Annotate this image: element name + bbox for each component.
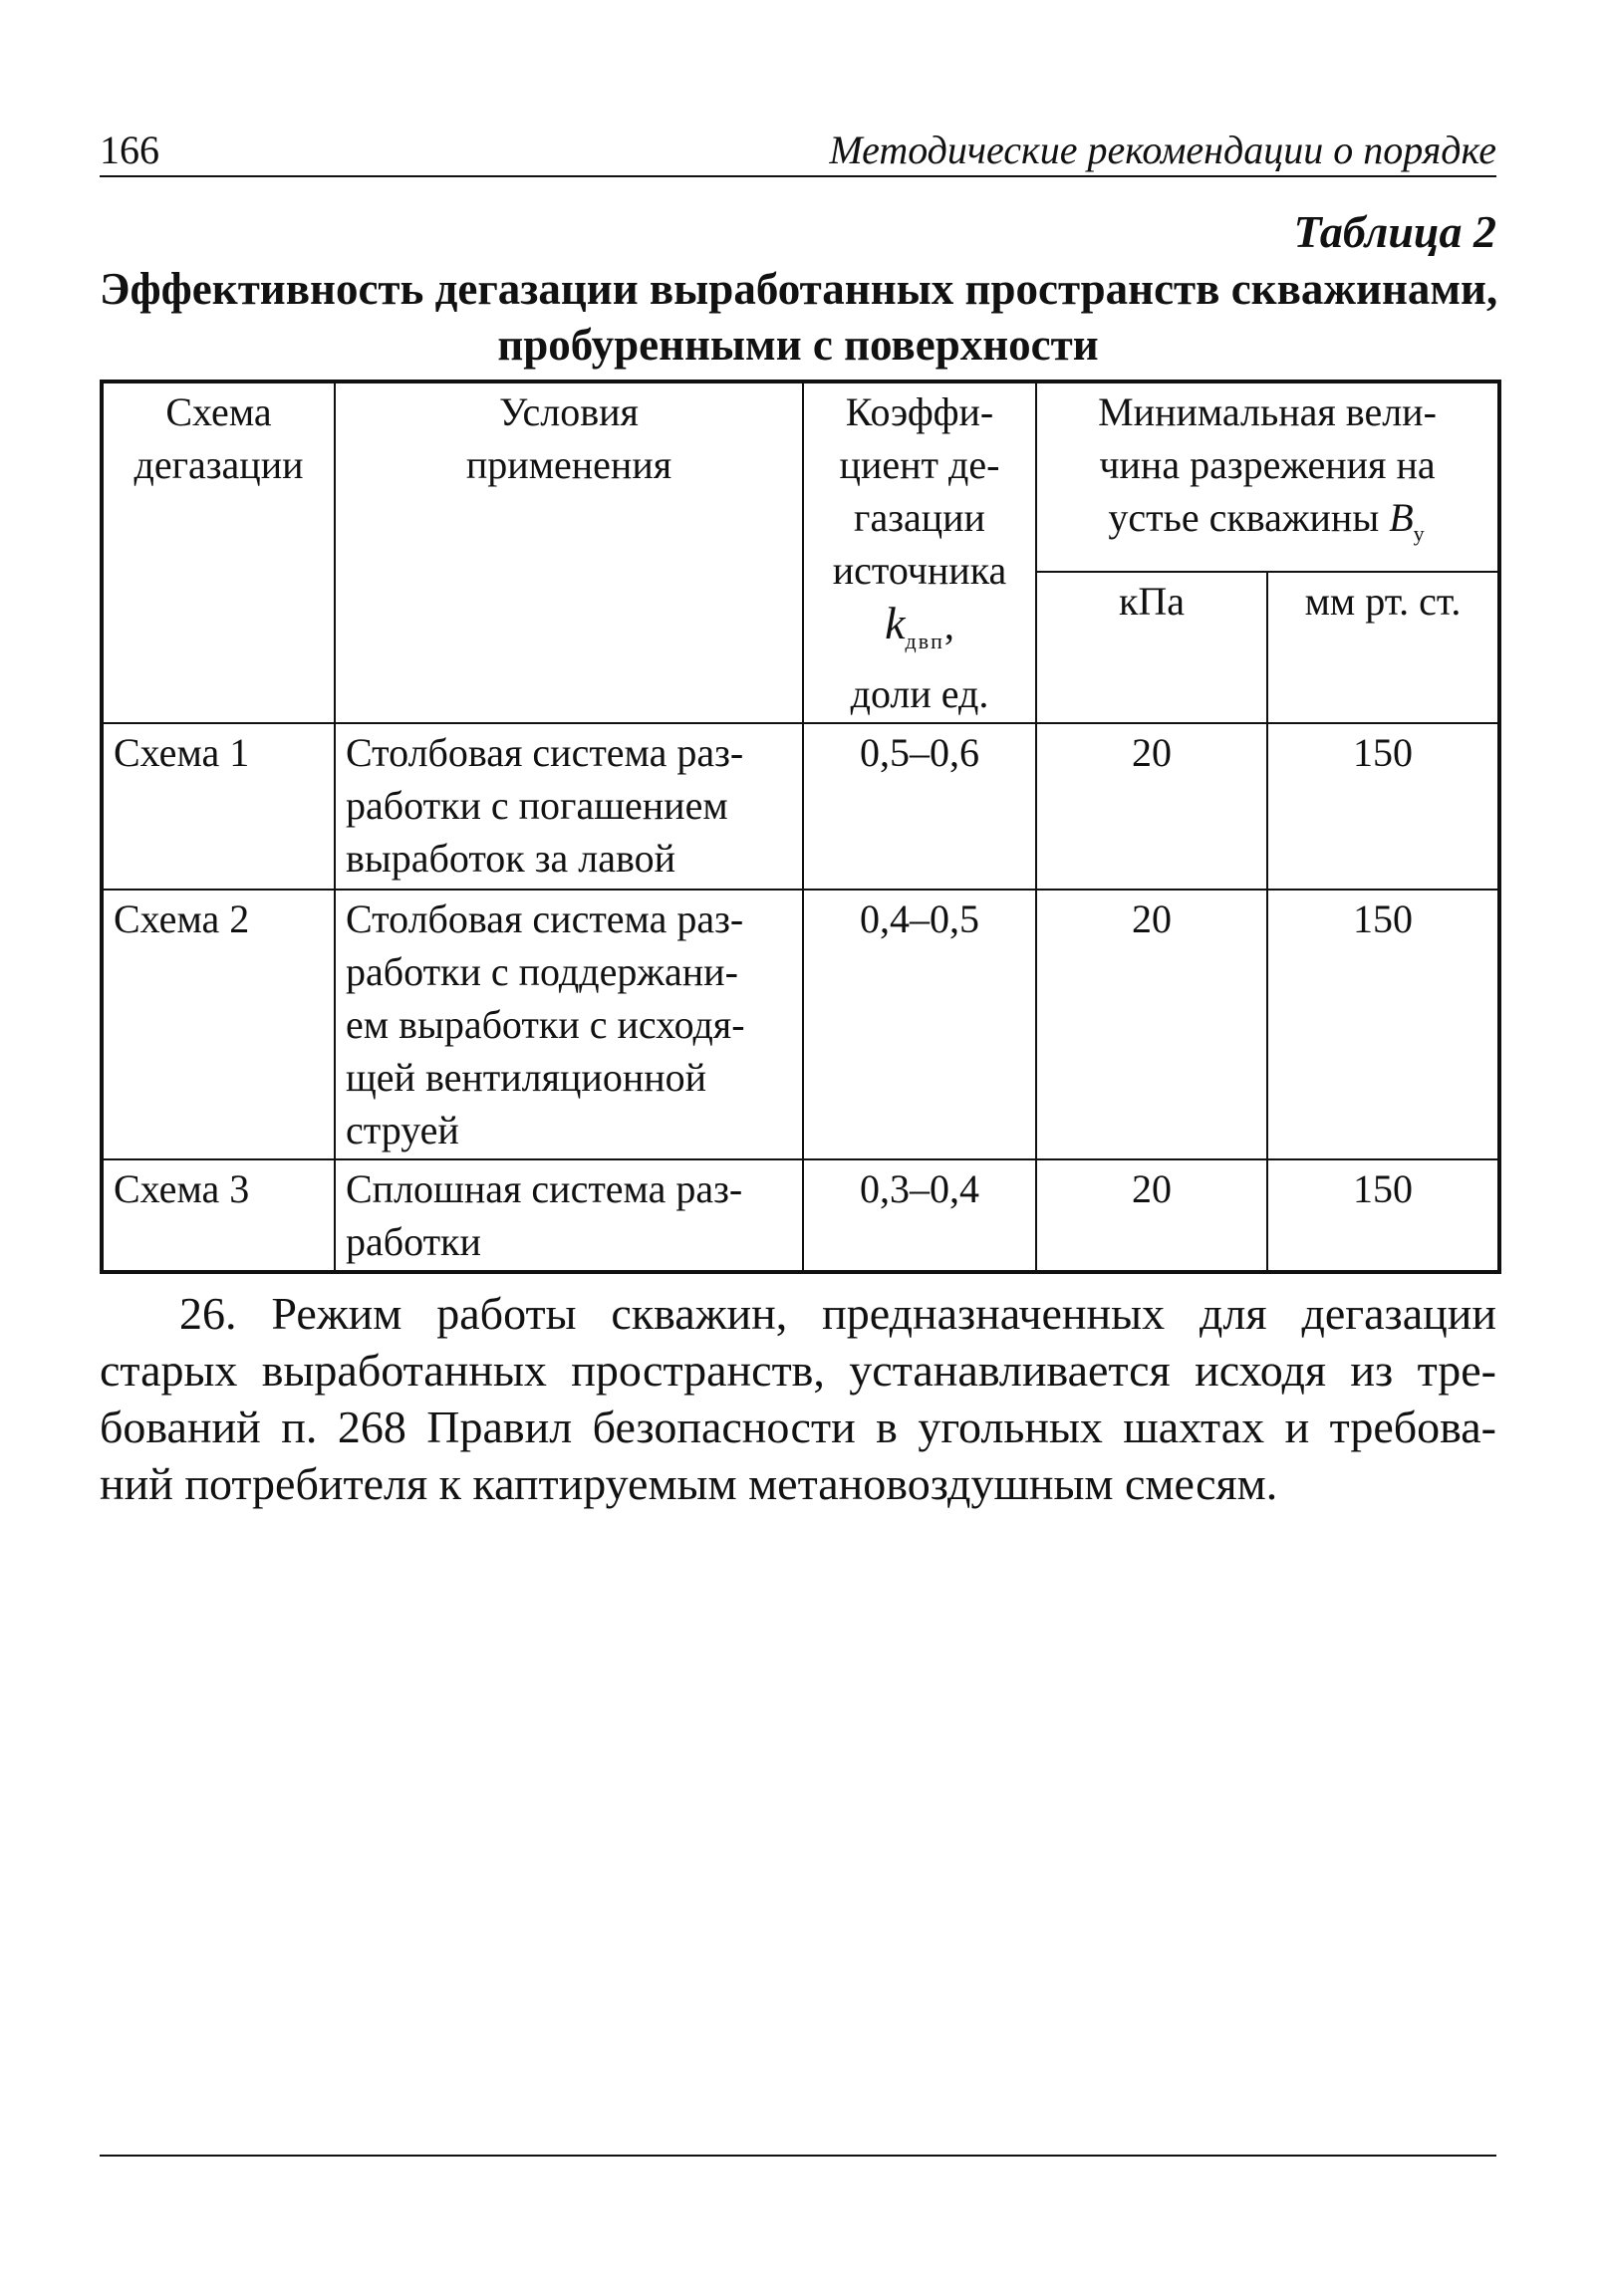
cell-line: Сплошная система раз- [346, 1166, 743, 1211]
body-paragraph [100, 1285, 1496, 1512]
coefficient-subscript: двп [905, 629, 944, 653]
cell-kpa: 20 [1036, 1159, 1267, 1272]
paragraph-line: бований п. 268 Правил безопасности в угольных шахтах и требова- [100, 1402, 1496, 1452]
header-coefficient [803, 382, 1036, 723]
table-title-line: пробуренными с поверхности [497, 320, 1099, 370]
degassing-efficiency-table [100, 380, 1501, 1274]
header-text: Условия [499, 389, 639, 434]
table-title-line: Эффективность дегазации выработанных пространств скважинами, [100, 264, 1498, 314]
cell-kpa: 20 [1036, 890, 1267, 1159]
header-text: чина разрежения на [1099, 442, 1436, 487]
header-conditions [335, 382, 803, 723]
coefficient-comma: , [943, 603, 954, 647]
header-text-part: устье скважины [1108, 495, 1380, 540]
header-text: источника [832, 548, 1007, 593]
cell-line: работки с погашением [346, 783, 728, 828]
cell-mm: 150 [1267, 1159, 1499, 1272]
table-row [102, 1159, 1499, 1272]
header-text: доли ед. [850, 671, 989, 716]
header-text: газации [854, 495, 985, 540]
cell-scheme: Схема 1 [102, 723, 335, 890]
coefficient-letter: k [885, 598, 906, 648]
table-row [102, 890, 1499, 1159]
cell-conditions [335, 723, 803, 890]
running-title: Методические рекомендации о порядке [829, 128, 1496, 172]
cell-mm: 150 [1267, 890, 1499, 1159]
cell-conditions [335, 1159, 803, 1272]
header-min-vacuum [1036, 382, 1499, 572]
cell-line: ем выработки с исходя- [346, 1002, 745, 1047]
header-text: дегазации [134, 442, 304, 487]
header-text: Коэффи- [845, 389, 994, 434]
cell-line: щей вентиляционной [346, 1055, 707, 1100]
header-text: циент де- [839, 442, 1000, 487]
coefficient-symbol [814, 597, 1025, 667]
paragraph-line: старых выработанных пространств, устанавливается исходя из тре- [100, 1345, 1496, 1396]
header-text [1047, 491, 1487, 560]
vacuum-symbol: B [1389, 495, 1414, 540]
cell-coefficient: 0,4–0,5 [803, 890, 1036, 1159]
header-scheme [102, 382, 335, 723]
table-label: Таблица 2 [1293, 206, 1496, 257]
header-unit-mm: мм рт. ст. [1267, 572, 1499, 723]
header-text: Минимальная вели- [1098, 389, 1437, 434]
cell-scheme: Схема 2 [102, 890, 335, 1159]
header-rule [100, 175, 1496, 177]
header-text: Схема [165, 389, 272, 434]
footer-rule [100, 2155, 1496, 2157]
cell-line: работки с поддержани- [346, 949, 738, 994]
cell-line: Столбовая система раз- [346, 730, 744, 775]
cell-scheme: Схема 3 [102, 1159, 335, 1272]
page-number: 166 [100, 128, 159, 172]
header-unit-kpa: кПа [1036, 572, 1267, 723]
cell-conditions [335, 890, 803, 1159]
vacuum-subscript: у [1413, 521, 1427, 546]
cell-coefficient: 0,3–0,4 [803, 1159, 1036, 1272]
cell-line: работки [346, 1219, 481, 1264]
table-title [100, 261, 1496, 373]
cell-line: струей [346, 1108, 459, 1152]
cell-coefficient: 0,5–0,6 [803, 723, 1036, 890]
paragraph-line: 26. Режим работы скважин, предназначенных для дегазации [179, 1288, 1496, 1339]
paragraph-line: ний потребителя к каптируемым метановоздушным смесям. [100, 1458, 1278, 1509]
table-row [102, 723, 1499, 890]
cell-kpa: 20 [1036, 723, 1267, 890]
cell-line: Столбовая система раз- [346, 896, 744, 941]
cell-line: выработок за лавой [346, 836, 676, 881]
cell-mm: 150 [1267, 723, 1499, 890]
header-text: применения [465, 442, 672, 487]
